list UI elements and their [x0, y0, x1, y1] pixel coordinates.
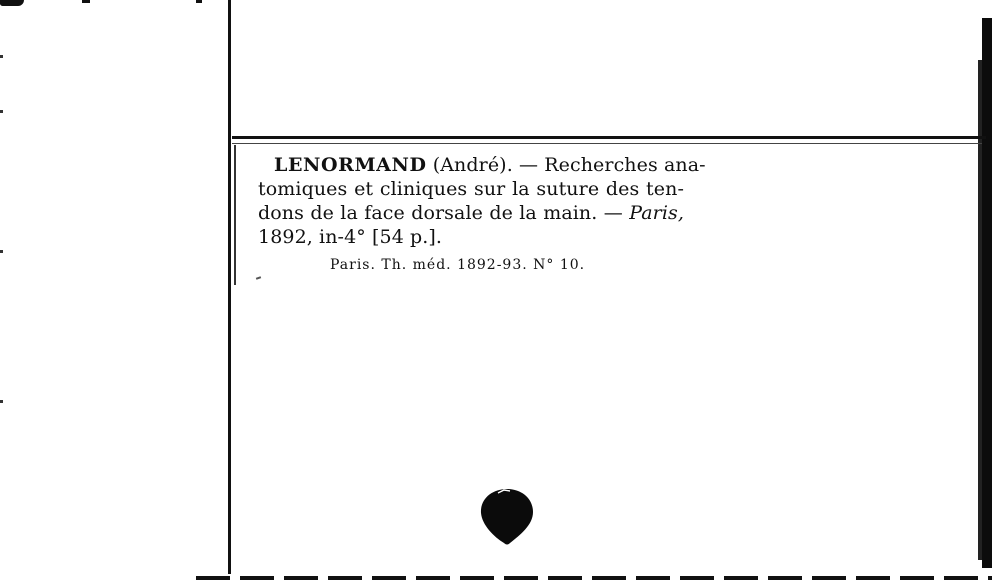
edge-mark [0, 110, 3, 113]
entry-line-2: tomiques et cliniques sur la suture des ten- [258, 178, 684, 200]
left-margin-rule [228, 0, 231, 574]
entry-line-1 [258, 153, 706, 177]
pencil-tick [256, 276, 261, 280]
right-card-edge [982, 18, 992, 568]
card-top-rule-thin [232, 143, 982, 144]
right-card-shadow [978, 60, 982, 560]
top-edge-mark [82, 0, 90, 3]
edge-mark [0, 400, 3, 403]
edge-mark [0, 55, 3, 58]
bottom-edge-rule [196, 576, 992, 580]
bibliographic-entry [258, 153, 706, 249]
entry-line-3-text: dons de la face dorsale de la main. — [258, 202, 630, 224]
edge-mark [0, 250, 3, 253]
top-edge-mark [196, 0, 202, 3]
author-name: LENORMAND [274, 154, 427, 176]
card-top-rule [232, 136, 986, 139]
card-inner-rule [234, 145, 236, 285]
thesis-note: Paris. Th. méd. 1892-93. N° 10. [330, 257, 586, 273]
entry-line-1-text: (André). — Recherches ana- [426, 154, 706, 176]
entry-line-4: 1892, in-4° [54 p.]. [258, 226, 443, 248]
entry-line-3 [258, 201, 684, 225]
punch-hole [480, 487, 534, 545]
publication-place: Paris, [629, 202, 684, 224]
ink-blot [0, 0, 24, 6]
